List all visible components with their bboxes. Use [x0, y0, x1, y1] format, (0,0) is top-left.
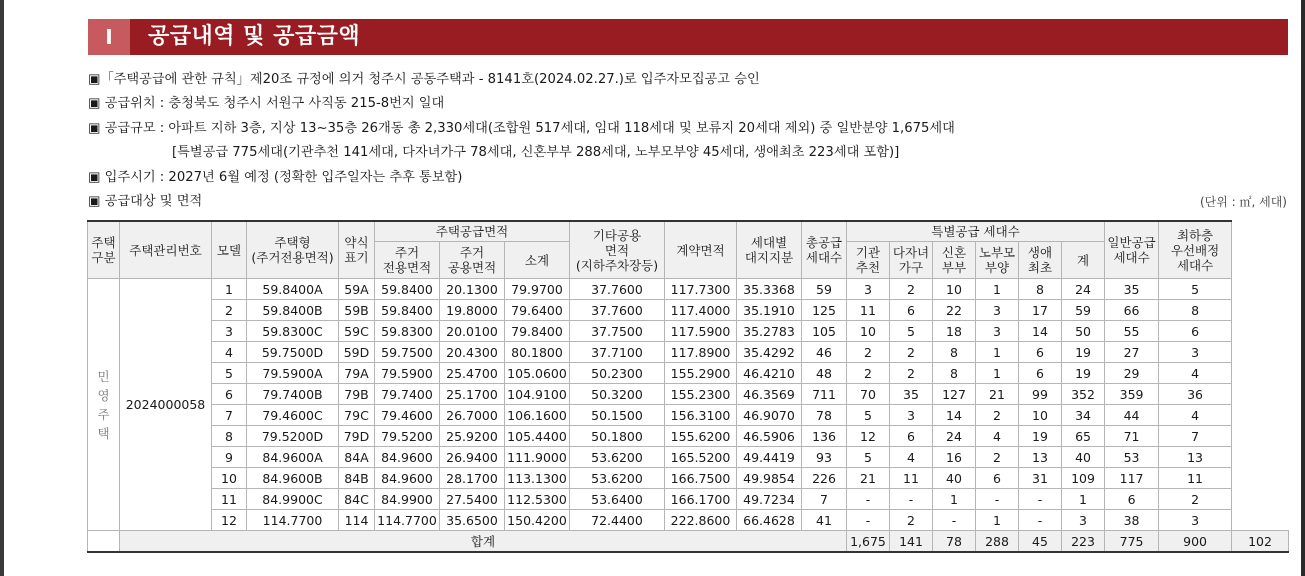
table-cell: 222.8600 [665, 510, 737, 531]
table-cell: 17 [1019, 300, 1062, 321]
table-cell: 8 [933, 342, 976, 363]
table-cell: 1 [976, 363, 1019, 384]
table-cell: 10 [212, 468, 247, 489]
table-cell: 117.5900 [665, 321, 737, 342]
total-cell: 78 [933, 531, 976, 553]
table-cell: 6 [1019, 342, 1062, 363]
table-cell: 117.7300 [665, 279, 737, 300]
table-cell: 50.2300 [570, 363, 665, 384]
table-row [88, 279, 1289, 300]
table-row [88, 321, 1289, 342]
table-cell: 114.7700 [247, 510, 339, 531]
mgmt-no-cell: 2024000058 [120, 279, 212, 531]
table-cell: 36 [1159, 384, 1232, 405]
table-cell: 78 [802, 405, 847, 426]
table-cell: 59.8400B [247, 300, 339, 321]
section-title: 공급내역 및 공급금액 [148, 24, 361, 49]
table-cell: 11 [890, 468, 933, 489]
table-cell: 3 [212, 321, 247, 342]
table-cell: 41 [802, 510, 847, 531]
table-cell: 80.1800 [505, 342, 570, 363]
table-cell: 46.4210 [737, 363, 802, 384]
table-cell: 7 [802, 489, 847, 510]
header-common: 주거 공용면적 [440, 242, 505, 279]
table-cell: 9 [212, 447, 247, 468]
table-cell: 113.1300 [505, 468, 570, 489]
table-cell: 1 [976, 279, 1019, 300]
table-cell: - [847, 510, 890, 531]
section-number: Ⅰ [88, 19, 130, 55]
table-cell: 50.1800 [570, 426, 665, 447]
note-approval: ▣「주택공급에 관한 규칙」제20조 규정에 의거 청주시 공동주택과 - 8141호(2024.02.27.)로 입주자모집공고 승인 [88, 72, 760, 87]
table-cell: 84.9600 [375, 447, 440, 468]
table-cell: 59B [339, 300, 375, 321]
table-cell: 5 [212, 363, 247, 384]
table-cell: 8 [1019, 279, 1062, 300]
table-cell: 20.1300 [440, 279, 505, 300]
table-cell: - [890, 489, 933, 510]
table-cell: 24 [933, 426, 976, 447]
table-cell: 46.9070 [737, 405, 802, 426]
table-cell: 53.6200 [570, 468, 665, 489]
header-exclusive: 주거 전용면적 [375, 242, 440, 279]
table-cell: 3 [976, 300, 1019, 321]
table-cell: 84.9900C [247, 489, 339, 510]
total-row [88, 531, 1289, 553]
table-row [88, 300, 1289, 321]
table-cell: - [847, 489, 890, 510]
table-cell: 84B [339, 468, 375, 489]
table-cell: 37.7100 [570, 342, 665, 363]
table-cell: 26.9400 [440, 447, 505, 468]
total-cell: 1,675 [847, 531, 890, 553]
table-cell: 19 [1019, 426, 1062, 447]
table-cell: 65 [1062, 426, 1105, 447]
table-row [88, 468, 1289, 489]
total-blank-cell [88, 531, 120, 553]
table-cell: 25.9200 [440, 426, 505, 447]
table-cell: 79.5200 [375, 426, 440, 447]
header-special: 특별공급 세대수 [847, 221, 1105, 242]
table-cell: 155.6200 [665, 426, 737, 447]
table-cell: 50 [1062, 321, 1105, 342]
table-cell: 35.3368 [737, 279, 802, 300]
table-cell: 40 [933, 468, 976, 489]
table-cell: 10 [933, 279, 976, 300]
table-cell: 711 [802, 384, 847, 405]
unit-label: (단위 : ㎡, 세대) [1199, 195, 1287, 209]
table-cell: 44 [1105, 405, 1159, 426]
table-cell: 84C [339, 489, 375, 510]
header-abbr: 약식 표기 [339, 221, 375, 279]
note-target-area: ▣ 공급대상 및 면적 [88, 194, 203, 210]
header-special-sum: 계 [1062, 242, 1105, 279]
table-cell: 5 [890, 321, 933, 342]
table-cell: 4 [976, 426, 1019, 447]
table-cell: 79.4600 [375, 405, 440, 426]
table-cell: 70 [847, 384, 890, 405]
total-cell: 775 [1105, 531, 1159, 553]
table-cell: 10 [1019, 405, 1062, 426]
total-cell: 141 [890, 531, 933, 553]
table-cell: 79.7400 [375, 384, 440, 405]
notes-block [88, 68, 1288, 214]
table-cell: 84.9600 [375, 468, 440, 489]
table-cell: 136 [802, 426, 847, 447]
table-cell: 2 [890, 363, 933, 384]
header-land-share: 세대별 대지지분 [737, 221, 802, 279]
table-cell: 165.5200 [665, 447, 737, 468]
table-cell: 19 [1062, 363, 1105, 384]
table-cell: 66 [1105, 300, 1159, 321]
table-cell: 1 [976, 510, 1019, 531]
table-cell: 7 [212, 405, 247, 426]
table-cell: 11 [212, 489, 247, 510]
table-cell: 3 [847, 279, 890, 300]
table-cell: 79.5900 [375, 363, 440, 384]
table-cell: 117.4000 [665, 300, 737, 321]
table-cell: 5 [1159, 279, 1232, 300]
header-min-priority: 최하층 우선배정 세대수 [1159, 221, 1232, 279]
table-cell: 84A [339, 447, 375, 468]
table-cell: 46.5906 [737, 426, 802, 447]
table-cell: 1 [212, 279, 247, 300]
table-cell: 1 [933, 489, 976, 510]
table-cell: 6 [1159, 321, 1232, 342]
table-cell: 2 [212, 300, 247, 321]
table-cell: 1 [976, 342, 1019, 363]
table-cell: 59D [339, 342, 375, 363]
table-cell: 6 [212, 384, 247, 405]
table-cell: 79A [339, 363, 375, 384]
table-cell: 50.1500 [570, 405, 665, 426]
table-cell: 12 [212, 510, 247, 531]
table-cell: 79.8400 [505, 321, 570, 342]
table-cell: 12 [847, 426, 890, 447]
header-total-supply: 총공급 세대수 [802, 221, 847, 279]
table-cell: 3 [1062, 510, 1105, 531]
total-cell: 223 [1062, 531, 1105, 553]
table-cell: 24 [1062, 279, 1105, 300]
table-cell: 6 [890, 426, 933, 447]
table-cell: 8 [1159, 300, 1232, 321]
table-cell: 109 [1062, 468, 1105, 489]
table-row [88, 447, 1289, 468]
table-cell: 3 [976, 321, 1019, 342]
table-cell: 59 [802, 279, 847, 300]
header-elderly: 노부모 부양 [976, 242, 1019, 279]
total-label: 합계 [120, 531, 847, 553]
table-cell: 59.8400A [247, 279, 339, 300]
table-cell: 6 [890, 300, 933, 321]
table-cell: 2 [976, 405, 1019, 426]
table-cell: 79.4600C [247, 405, 339, 426]
table-cell: 13 [1019, 447, 1062, 468]
table-cell: 50.3200 [570, 384, 665, 405]
table-cell: 25.4700 [440, 363, 505, 384]
table-cell: 18 [933, 321, 976, 342]
table-cell: 21 [847, 468, 890, 489]
table-cell: 2 [890, 279, 933, 300]
table-cell: 26.7000 [440, 405, 505, 426]
housing-type-cell [88, 279, 120, 531]
table-cell: 79.5200D [247, 426, 339, 447]
table-cell: 2 [847, 363, 890, 384]
table-cell: 37.7600 [570, 279, 665, 300]
supply-table [87, 220, 1289, 553]
table-cell: 35.4292 [737, 342, 802, 363]
table-cell: 3 [1159, 342, 1232, 363]
header-other-common: 기타공용 면적 (지하주차장등) [570, 221, 665, 279]
table-cell: 150.4200 [505, 510, 570, 531]
table-cell: 16 [933, 447, 976, 468]
housing-type-value: 민영주택 [97, 368, 110, 441]
table-cell: 352 [1062, 384, 1105, 405]
table-cell: 105.4400 [505, 426, 570, 447]
table-cell: 35.1910 [737, 300, 802, 321]
table-cell: 19.8000 [440, 300, 505, 321]
table-cell: 49.9854 [737, 468, 802, 489]
right-edge-bar [1301, 0, 1305, 576]
total-cell: 900 [1159, 531, 1232, 553]
table-cell: 359 [1105, 384, 1159, 405]
table-cell: 72.4400 [570, 510, 665, 531]
table-cell: 49.7234 [737, 489, 802, 510]
table-cell: 114 [339, 510, 375, 531]
table-cell: 99 [1019, 384, 1062, 405]
section-title-bar [88, 19, 1288, 55]
table-cell: 35 [1105, 279, 1159, 300]
header-type: 주택형 (주거전용면적) [247, 221, 339, 279]
table-cell: 79.6400 [505, 300, 570, 321]
table-cell: 4 [1159, 405, 1232, 426]
table-cell: 25.1700 [440, 384, 505, 405]
table-cell: 2 [890, 510, 933, 531]
table-cell: 20.0100 [440, 321, 505, 342]
header-model: 모델 [212, 221, 247, 279]
table-cell: 49.4419 [737, 447, 802, 468]
table-cell: 166.7500 [665, 468, 737, 489]
table-cell: 27.5400 [440, 489, 505, 510]
table-cell: 14 [933, 405, 976, 426]
table-cell: 79.5900A [247, 363, 339, 384]
table-cell: 4 [1159, 363, 1232, 384]
header-subtotal: 소계 [505, 242, 570, 279]
table-cell: 79.7400B [247, 384, 339, 405]
table-row [88, 342, 1289, 363]
table-cell: 117 [1105, 468, 1159, 489]
table-cell: 28.1700 [440, 468, 505, 489]
table-row [88, 426, 1289, 447]
table-cell: 46.3569 [737, 384, 802, 405]
table-cell: 105.0600 [505, 363, 570, 384]
table-cell: 79C [339, 405, 375, 426]
table-cell: 79B [339, 384, 375, 405]
header-multi-child: 다자녀 가구 [890, 242, 933, 279]
table-cell: 7 [1159, 426, 1232, 447]
table-cell: 2 [1159, 489, 1232, 510]
table-cell: 4 [890, 447, 933, 468]
note-special-supply: [특별공급 775세대(기관추천 141세대, 다자녀가구 78세대, 신혼부부 288세대, 노부모부양 45세대, 생애최초 223세대 포함)] [172, 145, 900, 161]
table-cell: 59C [339, 321, 375, 342]
table-cell: 155.2300 [665, 384, 737, 405]
table-cell: 59.8400 [375, 300, 440, 321]
note-move-in: ▣ 입주시기 : 2027년 6월 예정 (정확한 입주일자는 추후 통보함) [88, 169, 463, 185]
table-cell: 3 [1159, 510, 1232, 531]
table-row [88, 405, 1289, 426]
table-cell: 34 [1062, 405, 1105, 426]
table-cell: 105 [802, 321, 847, 342]
header-mgmt-no: 주택관리번호 [120, 221, 212, 279]
table-cell: - [976, 489, 1019, 510]
table-cell: 106.1600 [505, 405, 570, 426]
table-cell: 13 [1159, 447, 1232, 468]
table-row [88, 384, 1289, 405]
table-cell: 84.9600A [247, 447, 339, 468]
table-cell: 59.7500 [375, 342, 440, 363]
table-cell: 6 [976, 468, 1019, 489]
table-cell: 166.1700 [665, 489, 737, 510]
table-cell: 11 [847, 300, 890, 321]
table-cell: 35.2783 [737, 321, 802, 342]
note-scale: ▣ 공급규모 : 아파트 지하 3층, 지상 13~35층 26개동 총 2,330세대(조합원 517세대, 임대 118세대 및 보류지 20세대 제외) 중 일반분양 1,675세대 [88, 120, 955, 136]
header-newlywed: 신혼 부부 [933, 242, 976, 279]
header-general: 일반공급 세대수 [1105, 221, 1159, 279]
table-cell: 40 [1062, 447, 1105, 468]
table-cell: 125 [802, 300, 847, 321]
table-cell: 37.7500 [570, 321, 665, 342]
table-cell: 55 [1105, 321, 1159, 342]
table-cell: 93 [802, 447, 847, 468]
table-cell: 10 [847, 321, 890, 342]
table-cell: 114.7700 [375, 510, 440, 531]
table-cell: 104.9100 [505, 384, 570, 405]
table-cell: 112.5300 [505, 489, 570, 510]
table-cell: 53 [1105, 447, 1159, 468]
header-institution: 기관 추천 [847, 242, 890, 279]
table-cell: 53.6400 [570, 489, 665, 510]
table-cell: 21 [976, 384, 1019, 405]
table-cell: 5 [847, 447, 890, 468]
table-cell: 79D [339, 426, 375, 447]
table-cell: 35 [890, 384, 933, 405]
table-cell: 8 [212, 426, 247, 447]
table-cell: 156.3100 [665, 405, 737, 426]
table-cell: 27 [1105, 342, 1159, 363]
table-cell: 59 [1062, 300, 1105, 321]
table-cell: 117.8900 [665, 342, 737, 363]
header-first-life: 생애 최초 [1019, 242, 1062, 279]
table-row [88, 489, 1289, 510]
header-housing-type: 주택 구분 [88, 221, 120, 279]
total-cell: 288 [976, 531, 1019, 553]
table-cell: - [1019, 510, 1062, 531]
table-cell: 22 [933, 300, 976, 321]
table-cell: 155.2900 [665, 363, 737, 384]
table-cell: - [933, 510, 976, 531]
table-cell: 53.6200 [570, 447, 665, 468]
table-cell: 66.4628 [737, 510, 802, 531]
table-cell: 19 [1062, 342, 1105, 363]
table-cell: 2 [976, 447, 1019, 468]
table-cell: 14 [1019, 321, 1062, 342]
table-cell: 46 [802, 342, 847, 363]
table-row [88, 510, 1289, 531]
table-cell: 20.4300 [440, 342, 505, 363]
table-cell: 59.7500D [247, 342, 339, 363]
table-row [88, 363, 1289, 384]
table-cell: 37.7600 [570, 300, 665, 321]
table-cell: 71 [1105, 426, 1159, 447]
table-cell: 48 [802, 363, 847, 384]
table-cell: 84.9900 [375, 489, 440, 510]
table-cell: 8 [933, 363, 976, 384]
total-cell: 102 [1232, 531, 1289, 553]
table-cell: 79.9700 [505, 279, 570, 300]
table-cell: 59.8400 [375, 279, 440, 300]
table-cell: 226 [802, 468, 847, 489]
total-cell: 45 [1019, 531, 1062, 553]
table-cell: 4 [212, 342, 247, 363]
note-location: ▣ 공급위치 : 충청북도 청주시 서원구 사직동 215-8번지 일대 [88, 96, 445, 112]
table-cell: 59.8300 [375, 321, 440, 342]
table-cell: 6 [1105, 489, 1159, 510]
header-supply-area: 주택공급면적 [375, 221, 570, 242]
table-cell: 31 [1019, 468, 1062, 489]
table-cell: 1 [1062, 489, 1105, 510]
table-cell: - [1019, 489, 1062, 510]
table-cell: 6 [1019, 363, 1062, 384]
table-cell: 127 [933, 384, 976, 405]
table-cell: 38 [1105, 510, 1159, 531]
table-cell: 84.9600B [247, 468, 339, 489]
table-cell: 29 [1105, 363, 1159, 384]
table-cell: 59A [339, 279, 375, 300]
table-cell: 35.6500 [440, 510, 505, 531]
table-cell: 3 [890, 405, 933, 426]
table-cell: 5 [847, 405, 890, 426]
table-cell: 2 [890, 342, 933, 363]
table-body [88, 279, 1289, 553]
table-cell: 2 [847, 342, 890, 363]
table-cell: 11 [1159, 468, 1232, 489]
table-cell: 59.8300C [247, 321, 339, 342]
table-cell: 111.9000 [505, 447, 570, 468]
header-contract-area: 계약면적 [665, 221, 737, 279]
left-edge-bar [0, 0, 4, 576]
